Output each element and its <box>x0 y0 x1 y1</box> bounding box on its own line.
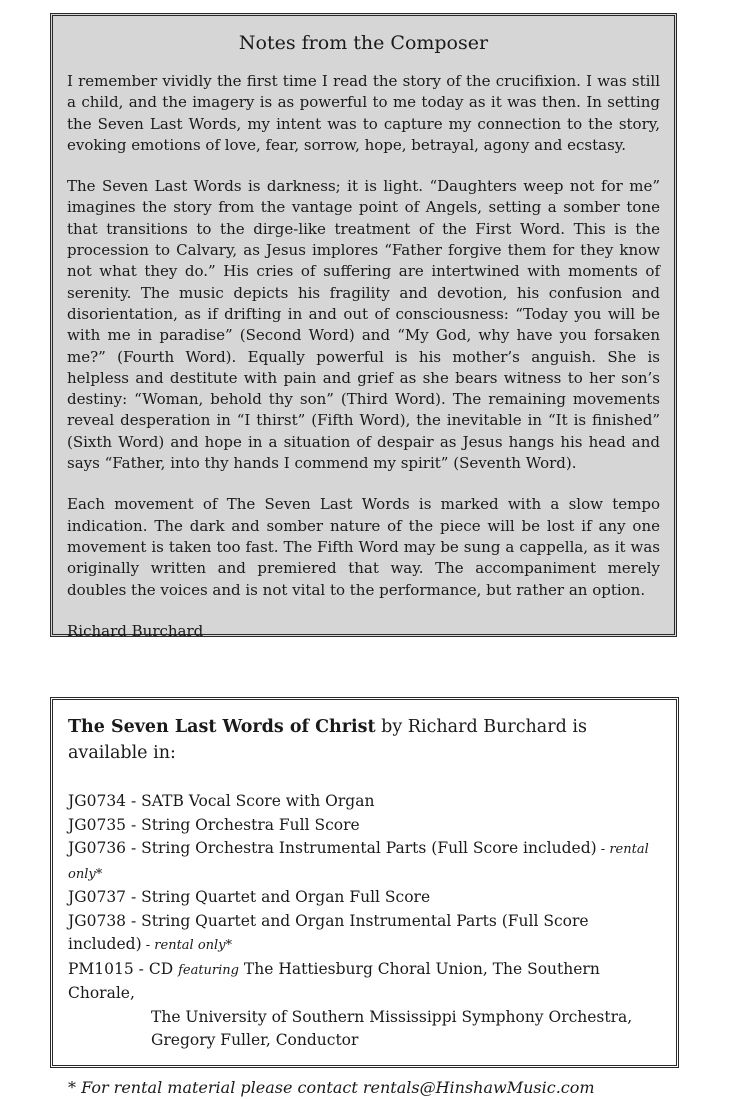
notes-signature: Richard Burchard <box>67 621 204 640</box>
catalog-code: JG0736 <box>68 839 127 857</box>
catalog-item <box>68 814 662 838</box>
availability-heading <box>68 714 662 766</box>
catalog-code: JG0737 <box>68 888 127 906</box>
availability-box <box>50 697 679 1097</box>
notes-title: Notes from the Composer <box>238 32 489 54</box>
cd-prefix: - CD <box>133 959 179 978</box>
rental-note: - rental only* <box>141 938 233 953</box>
work-title: The Seven Last Words of Christ <box>68 717 376 737</box>
cd-code: PM1015 <box>68 959 134 978</box>
notes-paragraph-3: Each movement of The Seven Last Words is marked with a slow tempo indication. The dark and somber nature of the piece will be lost if any one movement is taken too fast. The Fifth Word may be sung a cappella, as it was originally written and premiered that way. The accompaniment merely doubles the voices and is not vital to the performance, but rather an option. <box>67 495 660 599</box>
cd-line-1: The Hattiesburg Choral Union, The Southern Chorale, <box>68 959 600 1002</box>
catalog-item <box>68 790 662 814</box>
catalog-desc: - String Orchestra Instrumental Parts (Full Score included) <box>126 839 597 857</box>
catalog-desc: - String Quartet and Organ Full Score <box>126 888 431 906</box>
availability-by-text: by Richard Burchard is available in: <box>68 717 587 763</box>
composer-notes-content <box>67 30 660 642</box>
catalog-item <box>68 910 662 958</box>
rental-note: - rental only* <box>68 842 649 882</box>
catalog-code: JG0735 <box>68 815 127 834</box>
cd-line-3: Gregory Fuller, Conductor <box>151 1031 359 1049</box>
catalog-item <box>68 837 662 886</box>
notes-paragraph-1: I remember vividly the first time I read the story of the crucifixion. I was still a child, and the imagery is as powerful to me today as it was then. In setting the Seven Last Words, my intent was to capture my connection to the story, evoking emotions of love, fear, sorrow, hope, betrayal, agony and ecstasy. <box>67 72 660 154</box>
availability-content <box>68 714 662 1099</box>
cd-featuring: featuring <box>178 962 239 978</box>
rental-footnote: * For rental material please contact rentals@HinshawMusic.com <box>68 1077 595 1097</box>
catalog-desc: - SATB Vocal Score with Organ <box>126 792 375 810</box>
catalog-desc: - String Orchestra Full Score <box>126 815 360 834</box>
catalog-item <box>68 886 662 910</box>
cd-item <box>68 958 662 1006</box>
catalog-code: JG0738 <box>68 911 127 930</box>
composer-notes-box <box>50 13 677 640</box>
catalog-desc: - String Quartet and Organ Instrumental Parts (Full Score included) <box>68 911 589 953</box>
notes-paragraph-2: The Seven Last Words is darkness; it is light. “Daughters weep not for me” imagines the story from the vantage point of Angels, setting a somber tone that transitions to the dirge-like treatment of the First Word. This is the procession to Calvary, as Jesus implores “Father forgive them for they know not what they do.” His cries of suffering are intertwined with moments of serenity. The music depicts his fragility and devotion, his confusion and disorientation, as if drifting in and out of consciousness: “Today you will be with me in paradise” (Second Word) and “My God, why have you forsaken me?” (Fourth Word). Equally powerful is his mother’s anguish. She is helpless and destitute with pain and grief as she bears witness to her son’s destiny: “Woman, behold thy son” (Third Word). The remaining movements reveal desperation in “I thirst” (Fifth Word), the inevitable in “It is finished” (Sixth Word) and hope in a situation of despair as Jesus hangs his head and says “Father, into thy hands I commend my spirit” (Seventh Word). <box>67 177 660 473</box>
catalog-code: JG0734 <box>68 792 127 810</box>
cd-line-2: The University of Southern Mississippi Symphony Orchestra, <box>151 1007 633 1026</box>
